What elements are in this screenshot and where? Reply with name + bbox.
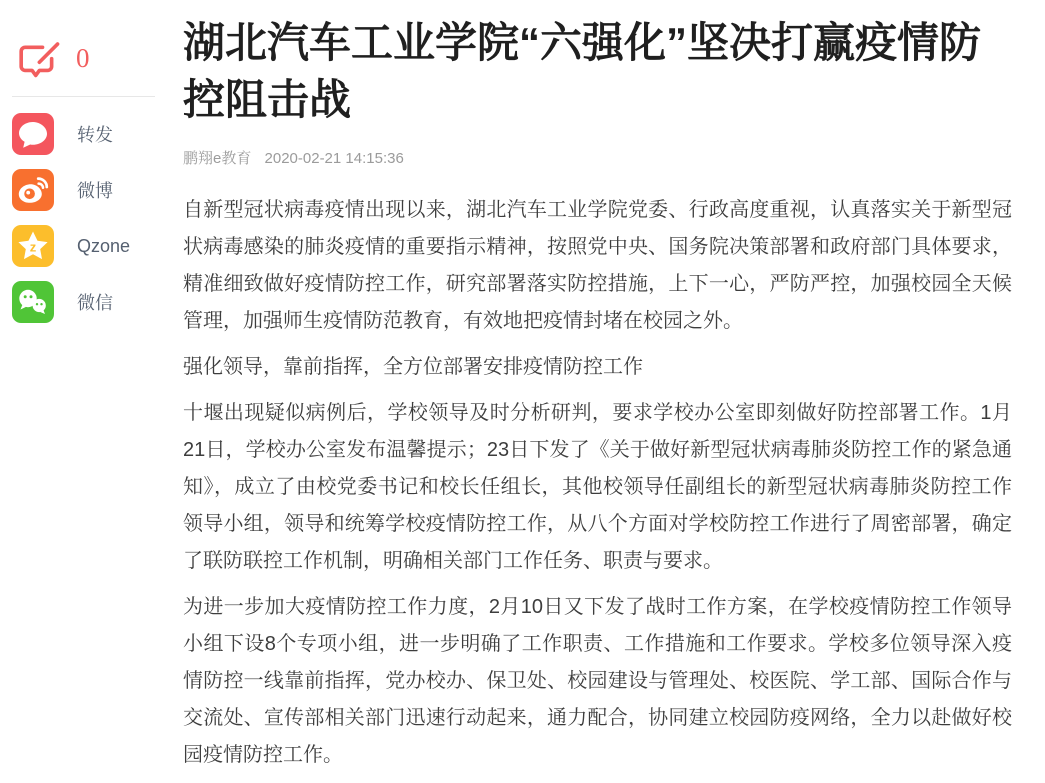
comment-count: 0 — [76, 42, 90, 73]
byline — [183, 150, 1012, 167]
chat-bubble-icon — [12, 113, 54, 155]
paragraph: 十堰出现疑似病例后，学校领导及时分析研判，要求学校办公室即刻做好防控部署工作。1月21日，学校办公室发布温馨提示；23日下发了《关于做好新型冠状病毒肺炎防控工作的紧急通知》，成立了由校党委书记和校长任组长，其他校领导任副组长的新型冠状病毒肺炎防控工作领导小组，领导和统筹学校疫情防控工作，从八个方面对学校防控工作进行了周密部署，确定了联防联控工作机制，明确相关部门工作任务、职责与要求。 — [183, 402, 1012, 572]
share-label-wechat: 微信 — [77, 293, 113, 313]
article-title: 湖北汽车工业学院“六强化”坚决打赢疫情防控阻击战 — [183, 19, 982, 123]
wechat-icon — [12, 281, 54, 323]
comment-count-button[interactable] — [12, 40, 162, 80]
qzone-star-icon — [12, 225, 54, 267]
weibo-icon — [12, 169, 54, 211]
share-label-weibo: 微博 — [77, 181, 113, 201]
sidebar-divider — [12, 96, 155, 97]
article-body — [183, 192, 1012, 774]
byline-source: 鹏翔e教育 — [183, 150, 252, 167]
share-list — [12, 113, 162, 323]
write-comment-icon — [14, 40, 62, 80]
byline-datetime: 2020-02-21 14:15:36 — [264, 150, 404, 167]
share-label-qzone: Qzone — [77, 235, 131, 256]
svg-text:z: z — [29, 239, 37, 255]
paragraph: 为进一步加大疫情防控工作力度，2月10日又下发了战时工作方案，在学校疫情防控工作领导小组下设8个专项小组，进一步明确了工作职责、工作措施和工作要求。学校多位领导深入疫情防控一线靠前指挥，党办校办、保卫处、校园建设与管理处、校医院、学工部、国际合作与交流处、宣传部相关部门迅速行动起来，通力配合，协同建立校园防疫网络，全力以赴做好校园疫情防控工作。 — [183, 596, 1012, 766]
share-sidebar — [12, 40, 162, 337]
share-item-weibo[interactable] — [12, 169, 162, 211]
share-item-wechat[interactable] — [12, 281, 162, 323]
article — [183, 0, 1012, 783]
paragraph: 强化领导，靠前指挥，全方位部署安排疫情防控工作 — [183, 356, 643, 378]
share-label-forward: 转发 — [77, 125, 113, 145]
share-item-qzone[interactable] — [12, 225, 162, 267]
share-item-forward[interactable] — [12, 113, 162, 155]
paragraph: 自新型冠状病毒疫情出现以来，湖北汽车工业学院党委、行政高度重视，认真落实关于新型冠状病毒感染的肺炎疫情的重要指示精神，按照党中央、国务院决策部署和政府部门具体要求，精准细致做好疫情防控工作，研究部署落实防控措施，上下一心，严防严控，加强校园全天候管理，加强师生疫情防范教育，有效地把疫情封堵在校园之外。 — [183, 199, 1012, 332]
